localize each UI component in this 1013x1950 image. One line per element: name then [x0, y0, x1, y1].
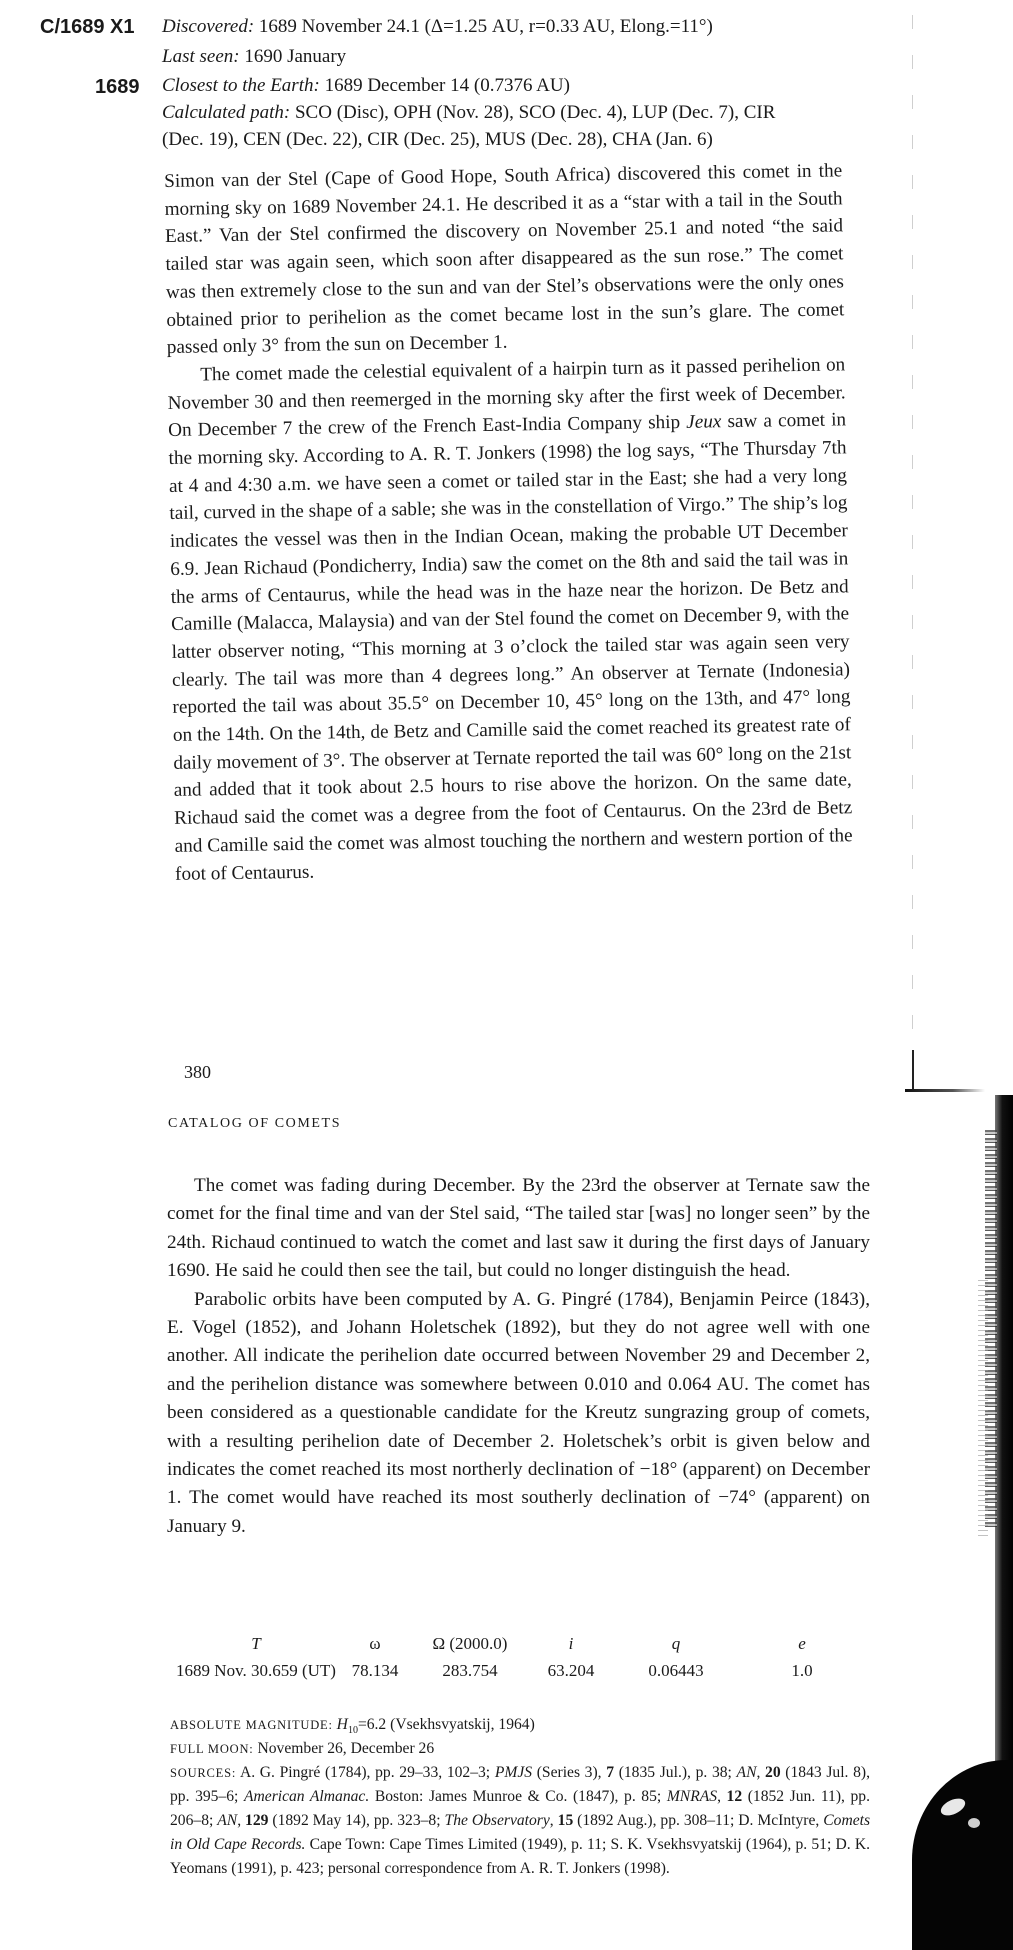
- last-seen-line: Last seen: 1690 January: [162, 46, 347, 67]
- orbit-elements-table: [172, 1630, 864, 1684]
- full-moon: FULL MOON: November 26, December 26: [170, 1740, 435, 1757]
- scan-edge-mark: [912, 1050, 914, 1092]
- discovered-line: Discovered: 1689 November 24.1 (Δ=1.25 AU, r=0.33 AU, Elong.=11°): [162, 16, 713, 37]
- col-header-e: e: [798, 1634, 806, 1653]
- col-header-q: q: [671, 1634, 681, 1653]
- page2-paragraph-2: Parabolic orbits have been computed by A. G. Pingré (1784), Benjamin Peirce (1843), E. Vogel (1852), and Johann Holetschek (1892), but they do not agree well with one another. All indicate the perihelion date occurred between November 29 and December 2, and the perihelion distance was somewhere between 0.010 and 0.064 AU. The comet has been considered as a questionable candidate for the Kreutz sungrazing group of comets, with a resulting perihelion date of December 2. Holetschek’s orbit is given below and indicates the comet reached its most northerly declination of −18° (apparent) on December 1. The comet would have reached its most southerly declination of −74° (apparent) on January 9.: [167, 1288, 870, 1537]
- page-number: 380: [184, 1062, 211, 1082]
- comet-year: 1689: [95, 76, 140, 98]
- calculated-path-line-2: (Dec. 19), CEN (Dec. 22), CIR (Dec. 25), MUS (Dec. 28), CHA (Jan. 6): [162, 129, 713, 150]
- cell-q: 0.06443: [648, 1661, 704, 1680]
- scan-noise-strip-2: [978, 1280, 988, 1540]
- absolute-magnitude: ABSOLUTE MAGNITUDE: $H_{10}=6.2$ (Vsekhsvyatskij, 1964): [170, 1716, 535, 1737]
- col-header-node: Ω (2000.0): [432, 1634, 508, 1653]
- page2-body: [167, 1172, 870, 1541]
- col-header-i: i: [568, 1634, 574, 1653]
- cell-node: 283.754: [442, 1661, 498, 1680]
- page1-paragraph-1: Simon van der Stel (Cape of Good Hope, South Africa) discovered this comet in the morning sky on 1689 November 24.1. He described it as a “star with a tail in the South East.” Van der Stel confirmed the discovery on November 25.1 and noted “the said tailed star was again seen, which soon after disappeared as the sun rose.” The comet was then extremely close to the sun and van der Stel’s observations were the only ones obtained prior to perihelion as the comet became lost in the sun’s glare. The comet passed only 3° from the sun on December 1.: [164, 160, 845, 359]
- col-header-omega: ω: [369, 1634, 381, 1653]
- scan-blot-speck-2: [968, 1818, 980, 1828]
- comet-designation: C/1689 X1: [40, 16, 135, 38]
- page1-paragraph-2: The comet made the celestial equivalent of a hairpin turn as it passed perihelion on November 30 and then reemerged in the morning sky after the first week of December. On December 7 the crew of the French East-India Company ship Jeux saw a comet in the morning sky. According to A. R. T. Jonkers (1998) the log says, “The Thursday 7th at 4 and 4:30 a.m. we have seen a comet or tailed star in the East; she had a very long tail, curved in the shape of a sable; she was in the constellation of Virgo.” The ship’s log indicates the vessel was then in the Indian Ocean, making the probable UT December 6.9. Jean Richaud (Pondicherry, India) saw the comet on the 8th and said the tail was in the arms of Centaurus, while the head was in the haze near the horizon. De Betz and Camille (Malacca, Malaysia) and van der Stel found the comet on December 9, with the latter observer noting, “This morning at 3 o’clock the tailed star was again seen very clearly. The tail was more than 4 degrees long.” An observer at Ternate (Indonesia) reported the tail was about 35.5° on December 10, 45° long on the 13th, and 47° long on the 14th. On the 14th, de Betz and Camille said the comet reached its greatest rate of daily movement of 3°. The observer at Ternate reported the tail was 60° long on the 21st and added that it took about 2.5 hours to rise above the horizon. On the same date, Richaud said the comet was a degree from the foot of Centaurus. On the 23rd de Betz and Camille said the comet was almost touching the northern and western portion of the foot of Centaurus.: [167, 354, 853, 885]
- scan-edge-flare: [905, 1089, 985, 1092]
- page1-body: [164, 157, 853, 888]
- cell-i: 63.204: [547, 1661, 595, 1680]
- scan-corner-blot: [912, 1760, 1013, 1950]
- calculated-path-line: Calculated path: SCO (Disc), OPH (Nov. 28), SCO (Dec. 4), LUP (Dec. 7), CIR: [162, 102, 776, 123]
- orbit-table-header: [172, 1630, 864, 1658]
- sources: SOURCES: A. G. Pingré (1784), pp. 29–33, 102–3; PMJS (Series 3), 7 (1835 Jul.), p. 38; AN, 20 (1843 Jul. 8), pp. 395–6; American Almanac. Boston: James Munroe & Co. (1847), p. 85; MNRAS, 12 (1852 Jun. 11), pp. 206–8; AN, 129 (1892 May 14), pp. 323–8; The Observatory, 15 (1892 Aug.), pp. 308–11; D. McIntyre, Comets in Old Cape Records. Cape Town: Cape Times Limited (1949), p. 11; S. K. Vsekhsvyatskij (1964), p. 51; D. K. Yeomans (1991), p. 423; personal correspondence from A. R. T. Jonkers (1998).: [170, 1764, 871, 1877]
- page2-paragraph-1: The comet was fading during December. By the 23rd the observer at Ternate saw the comet for the final time and van der Stel said, “The tailed star [was] no longer seen” by the 24th. Richaud continued to watch the comet and last saw it during the first days of January 1690. He said he could then see the tail, but could no longer distinguish the head.: [167, 1175, 870, 1282]
- cell-t: 1689 Nov. 30.659 (UT): [176, 1661, 336, 1680]
- closest-earth-line: Closest to the Earth: 1689 December 14 (0.7376 AU): [162, 75, 570, 96]
- cell-omega: 78.134: [351, 1661, 399, 1680]
- ship-name: Jeux: [686, 411, 722, 434]
- col-header-t: T: [251, 1634, 261, 1653]
- table-row: [172, 1658, 864, 1684]
- running-head: CATALOG OF COMETS: [168, 1116, 342, 1131]
- scan-edge-line: [912, 15, 913, 1065]
- cell-e: 1.0: [791, 1661, 813, 1680]
